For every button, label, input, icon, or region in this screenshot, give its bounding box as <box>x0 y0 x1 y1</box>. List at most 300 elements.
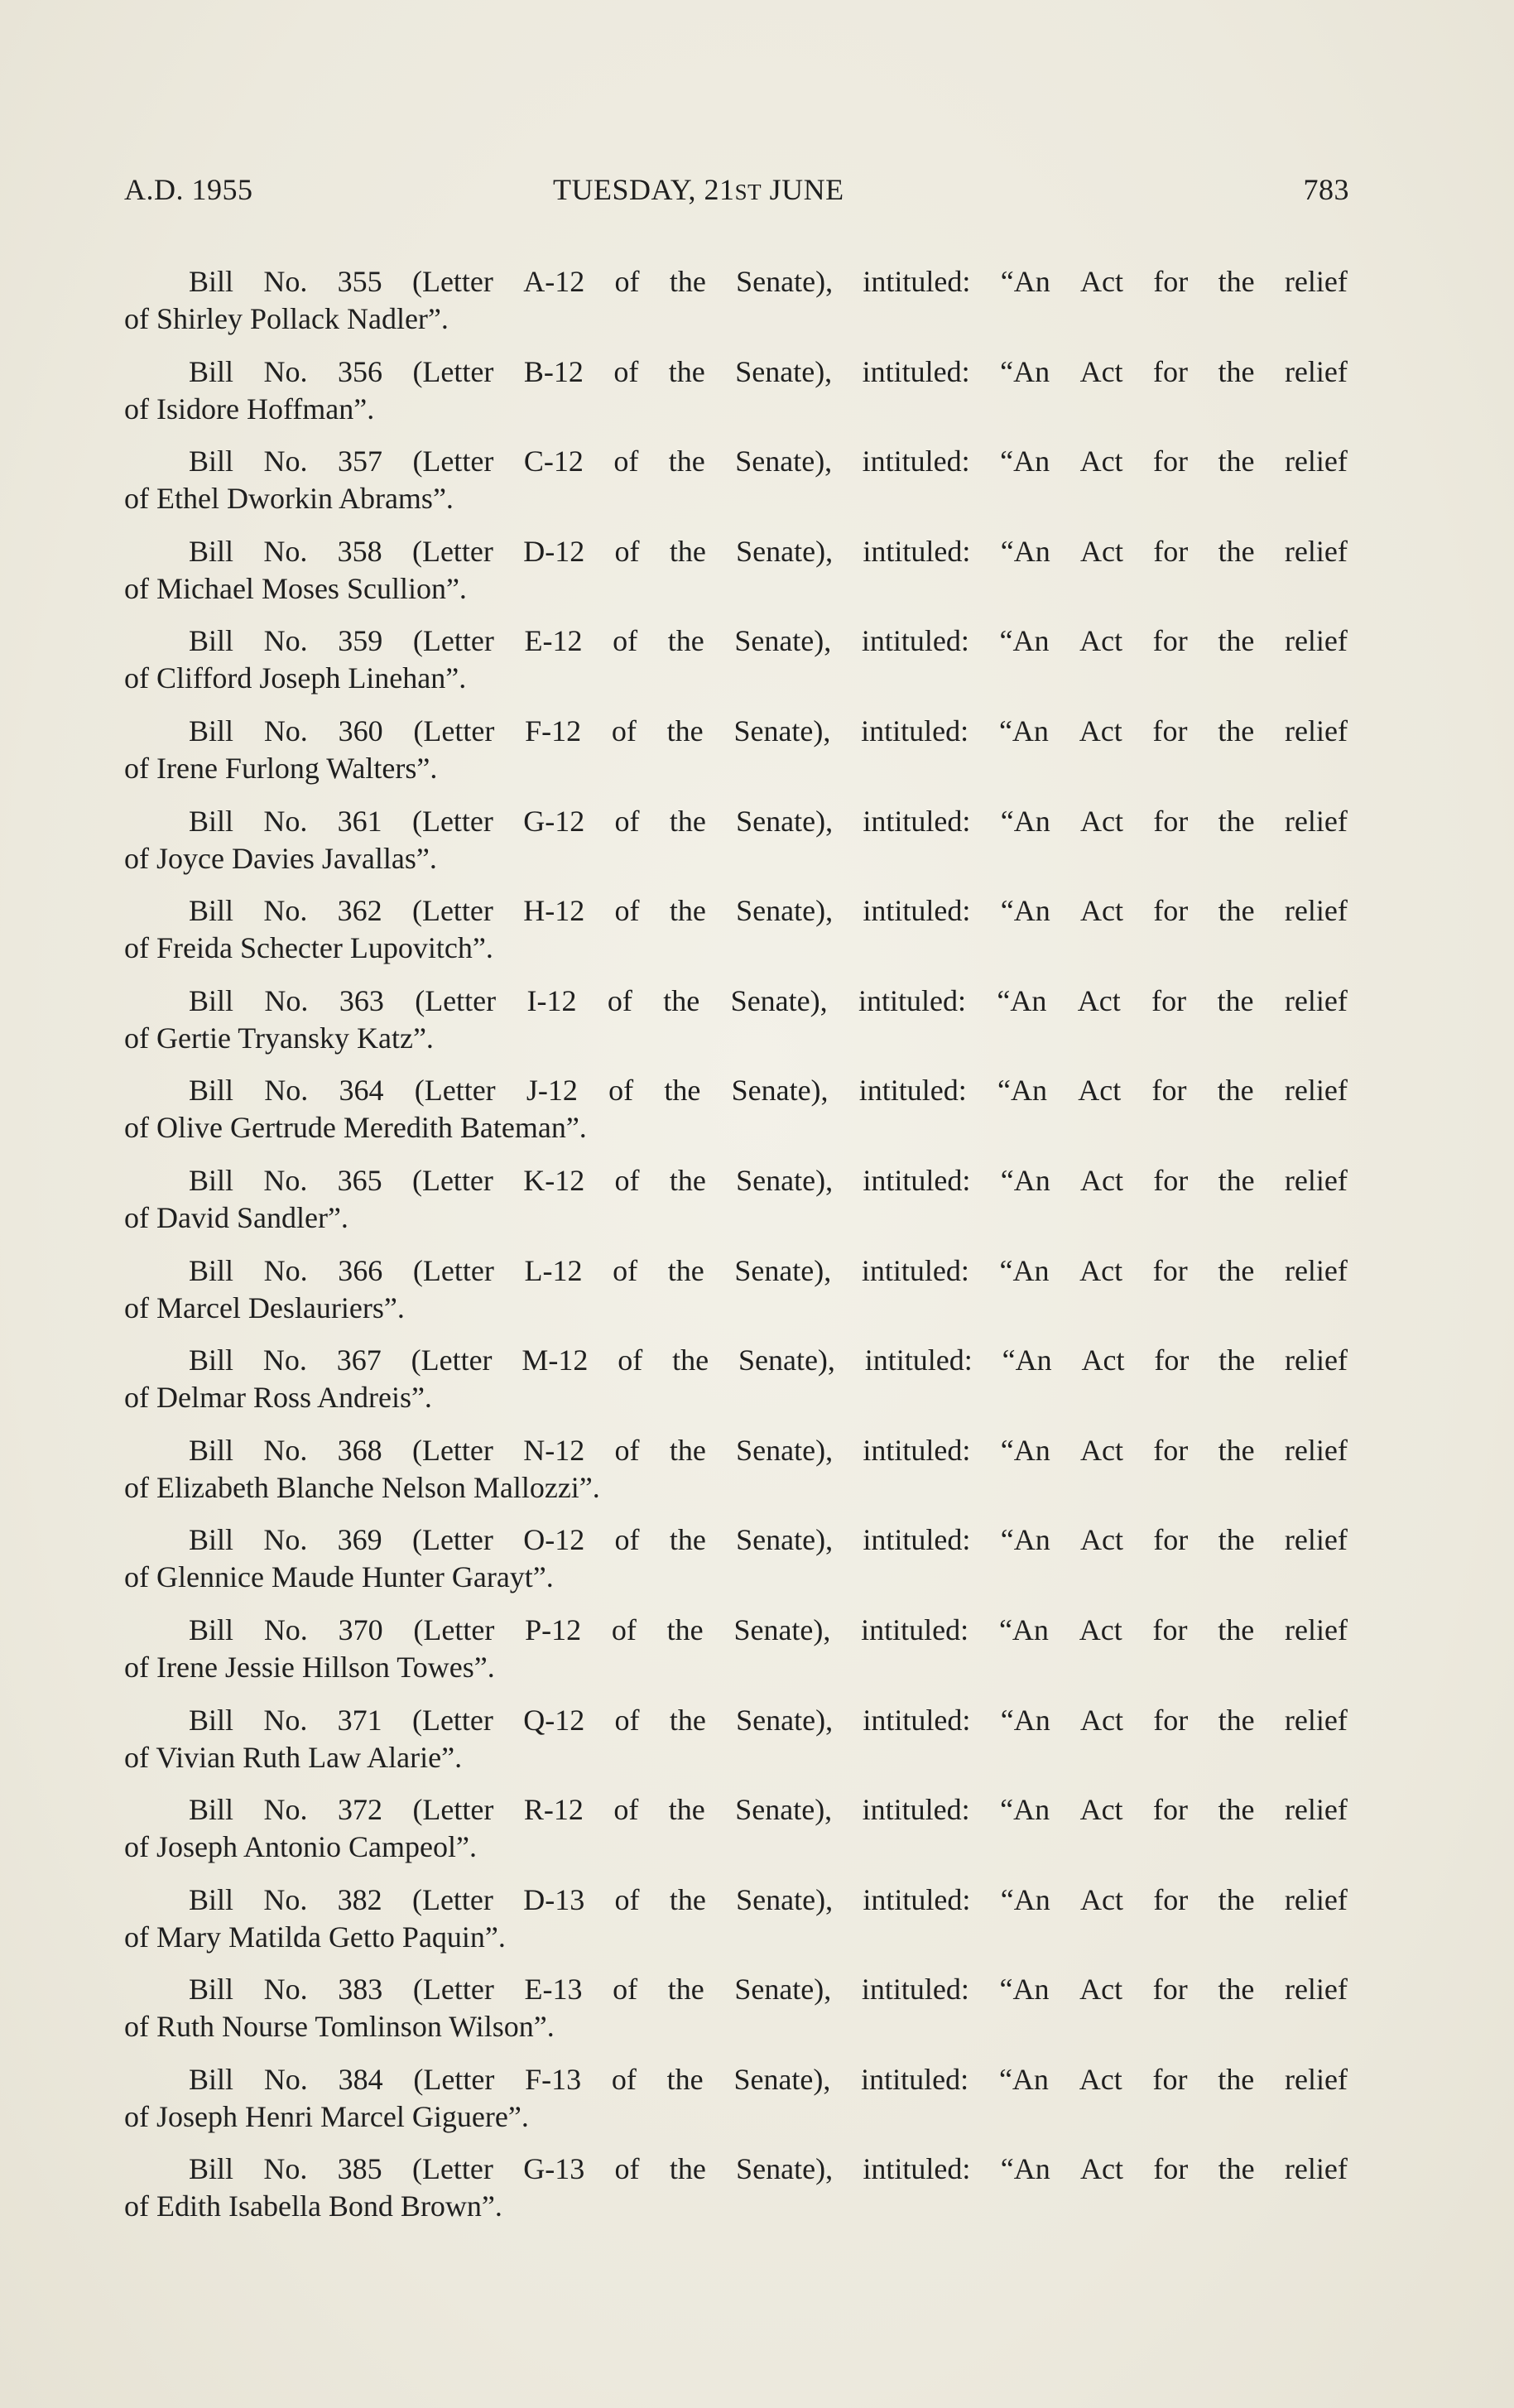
word: Act <box>1080 534 1123 568</box>
word: for <box>1153 2152 1189 2186</box>
bill-entry <box>124 263 1348 353</box>
word: (Letter <box>411 1163 493 1197</box>
word: No. <box>263 1523 308 1557</box>
word: Act <box>1079 445 1123 478</box>
word: Bill <box>189 714 234 747</box>
word: (Letter <box>411 2152 493 2186</box>
bill-entry <box>124 1072 1348 1162</box>
word: Senate), <box>733 1613 831 1646</box>
word: the <box>672 1343 709 1377</box>
bill-entry-second-line: of Joyce Davies Javallas”. <box>124 841 437 875</box>
word: No. <box>263 2062 308 2096</box>
word: (Letter <box>411 1343 493 1377</box>
word: Act <box>1078 1074 1122 1108</box>
word: Bill <box>189 804 234 838</box>
word: the <box>667 624 704 658</box>
bill-entry-first-line <box>124 1162 1348 1199</box>
word: B-12 <box>523 354 584 388</box>
bill-entry-second-line: of Shirley Pollack Nadler”. <box>124 302 449 335</box>
word: of <box>611 1613 637 1646</box>
word: Senate), <box>736 265 834 298</box>
word: intituled: <box>863 1523 971 1557</box>
word: Bill <box>189 983 234 1017</box>
word: relief <box>1284 2152 1348 2186</box>
word: I-12 <box>526 983 577 1017</box>
word: the <box>669 534 706 568</box>
word: Senate), <box>736 894 834 928</box>
word: Act <box>1077 983 1121 1017</box>
word: Bill <box>189 1163 234 1197</box>
word: the <box>1218 894 1255 928</box>
word: the <box>668 1793 705 1827</box>
word: 364 <box>339 1074 384 1108</box>
word: 383 <box>338 1973 383 2007</box>
bill-entry-first-line <box>124 1702 1348 1739</box>
word: No. <box>263 534 308 568</box>
word: of <box>614 804 640 838</box>
word: the <box>1218 265 1255 298</box>
word: No. <box>263 2152 308 2186</box>
bill-entry <box>124 1432 1348 1522</box>
word: the <box>667 1253 704 1287</box>
word: “An <box>1000 804 1050 838</box>
bill-entry <box>124 1252 1348 1343</box>
page-header <box>124 172 1349 214</box>
bill-entry <box>124 533 1348 623</box>
word: “An <box>998 2062 1049 2096</box>
word: of <box>613 354 639 388</box>
word: Senate), <box>733 714 831 747</box>
word: 372 <box>337 1793 382 1827</box>
word: intituled: <box>861 714 969 747</box>
word: Senate), <box>730 983 828 1017</box>
bill-entry-second-line: of Olive Gertrude Meredith Bateman”. <box>124 1111 587 1145</box>
word: of <box>614 1163 640 1197</box>
word: No. <box>264 983 309 1017</box>
word: “An <box>1000 1433 1050 1467</box>
word: relief <box>1285 1343 1348 1377</box>
word: 361 <box>337 804 382 838</box>
word: Q-12 <box>523 1703 585 1737</box>
bill-entry <box>124 1971 1348 2061</box>
word: the <box>1218 2062 1255 2096</box>
word: (Letter <box>413 714 495 747</box>
bill-entry-second-line: of Ruth Nourse Tomlinson Wilson”. <box>124 2010 555 2044</box>
word: Act <box>1079 1253 1123 1287</box>
word: F-12 <box>525 714 582 747</box>
word: (Letter <box>411 1882 493 1916</box>
word: (Letter <box>413 2062 495 2096</box>
word: Senate), <box>735 354 833 388</box>
word: (Letter <box>413 1613 495 1646</box>
bill-entry-second-line: of Joseph Antonio Campeol”. <box>124 1830 477 1864</box>
word: Bill <box>189 354 234 388</box>
word: “An <box>1000 354 1050 388</box>
bill-entry-first-line <box>124 803 1348 840</box>
word: Act <box>1079 1973 1123 2007</box>
word: “An <box>1000 1523 1050 1557</box>
word: of <box>613 1793 639 1827</box>
word: of <box>614 1703 640 1737</box>
bill-entry <box>124 2151 1348 2241</box>
word: for <box>1151 983 1187 1017</box>
word: relief <box>1285 1613 1348 1646</box>
word: Act <box>1079 624 1123 658</box>
word: No. <box>263 445 308 478</box>
word: intituled: <box>863 894 971 928</box>
word: “An <box>1002 1343 1052 1377</box>
word: Bill <box>189 1613 234 1646</box>
word: 367 <box>336 1343 382 1377</box>
word: Senate), <box>734 1973 832 2007</box>
bill-entry-second-line: of Glennice Maude Hunter Garayt”. <box>124 1560 554 1594</box>
word: 358 <box>337 534 382 568</box>
page-number: 783 <box>1303 173 1349 206</box>
word: “An <box>1000 265 1050 298</box>
word: Senate), <box>735 1793 833 1827</box>
word: of <box>614 894 640 928</box>
word: intituled: <box>863 265 971 298</box>
bill-entry-first-line <box>124 1612 1348 1649</box>
bill-entry-second-line: of Irene Jessie Hillson Towes”. <box>124 1650 495 1684</box>
word: the <box>1218 445 1255 478</box>
bill-entry-second-line: of Vivian Ruth Law Alarie”. <box>124 1740 463 1774</box>
word: relief <box>1284 1433 1348 1467</box>
word: Act <box>1080 2152 1123 2186</box>
bill-entry-second-line: of David Sandler”. <box>124 1200 348 1234</box>
word: the <box>669 1703 706 1737</box>
word: 365 <box>337 1163 382 1197</box>
word: for <box>1152 624 1188 658</box>
word: the <box>1217 983 1254 1017</box>
word: of <box>614 265 640 298</box>
word: G-12 <box>523 804 585 838</box>
word: relief <box>1284 624 1348 658</box>
word: the <box>1218 1882 1255 1916</box>
word: “An <box>1000 894 1050 928</box>
bill-entry-first-line <box>124 713 1348 750</box>
word: “An <box>1000 445 1050 478</box>
word: O-12 <box>523 1523 585 1557</box>
word: the <box>669 1433 706 1467</box>
word: for <box>1154 1343 1190 1377</box>
word: Bill <box>189 1523 234 1557</box>
word: for <box>1153 804 1189 838</box>
word: for <box>1152 714 1188 747</box>
word: Senate), <box>731 1074 829 1108</box>
word: intituled: <box>861 1973 969 2007</box>
bill-entry <box>124 1612 1348 1702</box>
word: 368 <box>337 1433 382 1467</box>
bill-entry-second-line: of Clifford Joseph Linehan”. <box>124 661 467 695</box>
word: of <box>611 2062 637 2096</box>
word: the <box>1218 714 1255 747</box>
word: the <box>1218 534 1255 568</box>
word: of <box>613 445 639 478</box>
bill-entry-first-line <box>124 1971 1348 2008</box>
word: F-13 <box>525 2062 582 2096</box>
word: (Letter <box>412 1253 494 1287</box>
word: “An <box>1000 1882 1050 1916</box>
word: Bill <box>189 265 234 298</box>
word: of <box>613 624 638 658</box>
word: No. <box>263 1973 308 2007</box>
word: the <box>1218 1523 1255 1557</box>
word: (Letter <box>412 624 494 658</box>
word: L-12 <box>524 1253 583 1287</box>
word: relief <box>1284 354 1348 388</box>
word: for <box>1152 1973 1188 2007</box>
word: (Letter <box>412 445 494 478</box>
word: Act <box>1080 1523 1123 1557</box>
word: No. <box>263 1253 308 1287</box>
word: intituled: <box>861 624 969 658</box>
word: for <box>1152 1253 1188 1287</box>
word: relief <box>1285 2062 1348 2096</box>
word: (Letter <box>412 1973 494 2007</box>
bill-entry-first-line <box>124 1432 1348 1469</box>
word: for <box>1153 1433 1189 1467</box>
word: (Letter <box>411 1523 493 1557</box>
word: the <box>666 1613 704 1646</box>
bill-entry-second-line: of Marcel Deslauriers”. <box>124 1291 405 1324</box>
word: of <box>613 1253 638 1287</box>
word: intituled: <box>863 1163 971 1197</box>
header-month: JUNE <box>769 173 844 206</box>
word: intituled: <box>858 1074 967 1108</box>
bill-entry-second-line: of Irene Furlong Walters”. <box>124 751 438 785</box>
word: the <box>669 1163 706 1197</box>
bill-entry <box>124 892 1348 983</box>
word: intituled: <box>861 2062 969 2096</box>
bill-entry <box>124 713 1348 803</box>
word: for <box>1153 1163 1189 1197</box>
header-day: TUESDAY, 21 <box>553 173 735 206</box>
word: Senate), <box>736 804 834 838</box>
word: Senate), <box>736 1882 834 1916</box>
bill-entry <box>124 803 1348 893</box>
word: the <box>666 714 704 747</box>
word: for <box>1153 445 1189 478</box>
word: the <box>1218 1613 1255 1646</box>
word: Bill <box>189 445 234 478</box>
word: relief <box>1284 1793 1348 1827</box>
word: M-12 <box>521 1343 589 1377</box>
word: No. <box>263 1433 308 1467</box>
word: “An <box>999 1973 1050 2007</box>
bill-entry-second-line: of Joseph Henri Marcel Giguere”. <box>124 2099 529 2133</box>
word: the <box>1217 1074 1254 1108</box>
bill-entry <box>124 1702 1348 1792</box>
word: Bill <box>189 624 234 658</box>
word: the <box>668 445 705 478</box>
word: the <box>663 983 700 1017</box>
word: (Letter <box>411 894 493 928</box>
bill-entry-first-line <box>124 622 1348 660</box>
word: “An <box>998 714 1049 747</box>
bill-entry-first-line <box>124 1072 1348 1109</box>
word: relief <box>1284 1973 1348 2007</box>
word: the <box>669 1523 706 1557</box>
word: G-13 <box>523 2152 585 2186</box>
bill-entry-first-line <box>124 263 1348 300</box>
word: Senate), <box>738 1343 835 1377</box>
bill-entry-first-line <box>124 533 1348 570</box>
word: (Letter <box>412 1793 494 1827</box>
word: Act <box>1080 265 1123 298</box>
word: 360 <box>338 714 383 747</box>
word: the <box>1218 1793 1255 1827</box>
word: (Letter <box>411 265 493 298</box>
word: of <box>614 534 640 568</box>
bill-entry <box>124 622 1348 713</box>
word: No. <box>263 1703 308 1737</box>
bill-entry <box>124 1521 1348 1612</box>
bill-entry-first-line <box>124 2151 1348 2188</box>
word: intituled: <box>862 354 970 388</box>
bill-entry-first-line <box>124 1882 1348 1919</box>
word: 384 <box>338 2062 383 2096</box>
word: intituled: <box>862 1793 970 1827</box>
word: Senate), <box>735 445 833 478</box>
word: for <box>1153 534 1189 568</box>
word: (Letter <box>411 1703 493 1737</box>
word: “An <box>999 624 1050 658</box>
word: for <box>1153 1523 1189 1557</box>
bill-entry-first-line <box>124 2061 1348 2098</box>
word: No. <box>263 804 308 838</box>
word: for <box>1153 265 1189 298</box>
word: 359 <box>338 624 383 658</box>
word: 355 <box>337 265 382 298</box>
bill-entry-first-line <box>124 1521 1348 1559</box>
word: “An <box>1000 534 1050 568</box>
bill-entry-first-line <box>124 443 1348 480</box>
word: Bill <box>189 894 234 928</box>
word: No. <box>263 265 308 298</box>
word: relief <box>1284 265 1348 298</box>
word: the <box>667 1973 704 2007</box>
bill-entry-first-line <box>124 983 1348 1020</box>
word: Senate), <box>736 1433 834 1467</box>
word: “An <box>1000 2152 1050 2186</box>
bill-entry-second-line: of Mary Matilda Getto Paquin”. <box>124 1920 506 1954</box>
bill-entry <box>124 443 1348 533</box>
word: “An <box>997 983 1047 1017</box>
word: Senate), <box>736 1703 834 1737</box>
word: 369 <box>337 1523 382 1557</box>
word: E-12 <box>524 624 583 658</box>
word: the <box>1218 354 1255 388</box>
word: “An <box>999 1253 1050 1287</box>
word: of <box>614 1882 640 1916</box>
word: for <box>1153 1882 1189 1916</box>
word: Act <box>1080 804 1123 838</box>
bill-entry <box>124 1791 1348 1882</box>
word: Act <box>1080 1703 1123 1737</box>
word: intituled: <box>861 1613 969 1646</box>
word: “An <box>1000 1163 1050 1197</box>
word: for <box>1153 1703 1189 1737</box>
word: Act <box>1080 1882 1123 1916</box>
word: relief <box>1284 804 1348 838</box>
word: Bill <box>189 2062 234 2096</box>
word: (Letter <box>411 1433 493 1467</box>
word: (Letter <box>415 983 497 1017</box>
word: K-12 <box>523 1163 585 1197</box>
word: Act <box>1081 1343 1125 1377</box>
word: Act <box>1079 714 1122 747</box>
word: of <box>614 1523 640 1557</box>
bill-entry <box>124 1162 1348 1252</box>
word: intituled: <box>863 534 971 568</box>
word: Bill <box>189 2152 234 2186</box>
bill-entry-second-line: of Ethel Dworkin Abrams”. <box>124 482 454 516</box>
word: No. <box>263 1793 308 1827</box>
bill-entry-first-line <box>124 1791 1348 1829</box>
word: relief <box>1284 1253 1348 1287</box>
bill-entry-second-line: of Gertie Tryansky Katz”. <box>124 1021 434 1055</box>
word: Bill <box>189 1433 234 1467</box>
bill-entry-first-line <box>124 1252 1348 1290</box>
word: “An <box>1000 1793 1050 1827</box>
word: No. <box>263 1163 308 1197</box>
word: the <box>666 2062 704 2096</box>
word: 382 <box>337 1882 382 1916</box>
word: intituled: <box>863 1703 971 1737</box>
bill-entry-first-line <box>124 1342 1348 1379</box>
word: of <box>611 714 637 747</box>
word: D-13 <box>523 1882 585 1916</box>
word: intituled: <box>858 983 967 1017</box>
word: the <box>669 1882 706 1916</box>
bill-entry-second-line: of Delmar Ross Andreis”. <box>124 1381 432 1415</box>
bill-entry-second-line: of Elizabeth Blanche Nelson Mallozzi”. <box>124 1470 600 1504</box>
word: 370 <box>338 1613 383 1646</box>
word: relief <box>1284 1074 1348 1108</box>
word: Act <box>1079 1793 1123 1827</box>
word: the <box>669 265 706 298</box>
bill-entry-second-line: of Edith Isabella Bond Brown”. <box>124 2189 502 2223</box>
word: Bill <box>189 1074 234 1108</box>
bill-entry-first-line <box>124 353 1348 391</box>
word: No. <box>262 1343 307 1377</box>
word: 356 <box>337 354 382 388</box>
word: relief <box>1284 894 1348 928</box>
bill-list <box>124 263 1348 2241</box>
word: for <box>1152 2062 1188 2096</box>
bill-entry <box>124 353 1348 444</box>
word: for <box>1151 1074 1187 1108</box>
word: the <box>1218 1703 1255 1737</box>
word: (Letter <box>411 534 493 568</box>
bill-entry <box>124 983 1348 1073</box>
word: 363 <box>339 983 384 1017</box>
word: H-12 <box>523 894 585 928</box>
word: for <box>1153 1793 1189 1827</box>
word: the <box>664 1074 701 1108</box>
bill-entry-second-line: of Isidore Hoffman”. <box>124 392 375 425</box>
word: Bill <box>189 1703 234 1737</box>
header-year: A.D. 1955 <box>124 173 253 206</box>
word: the <box>1218 624 1255 658</box>
word: “An <box>997 1074 1047 1108</box>
word: 362 <box>337 894 382 928</box>
word: Bill <box>189 1253 234 1287</box>
word: Act <box>1080 1163 1123 1197</box>
word: “An <box>1000 1703 1050 1737</box>
word: relief <box>1284 534 1348 568</box>
